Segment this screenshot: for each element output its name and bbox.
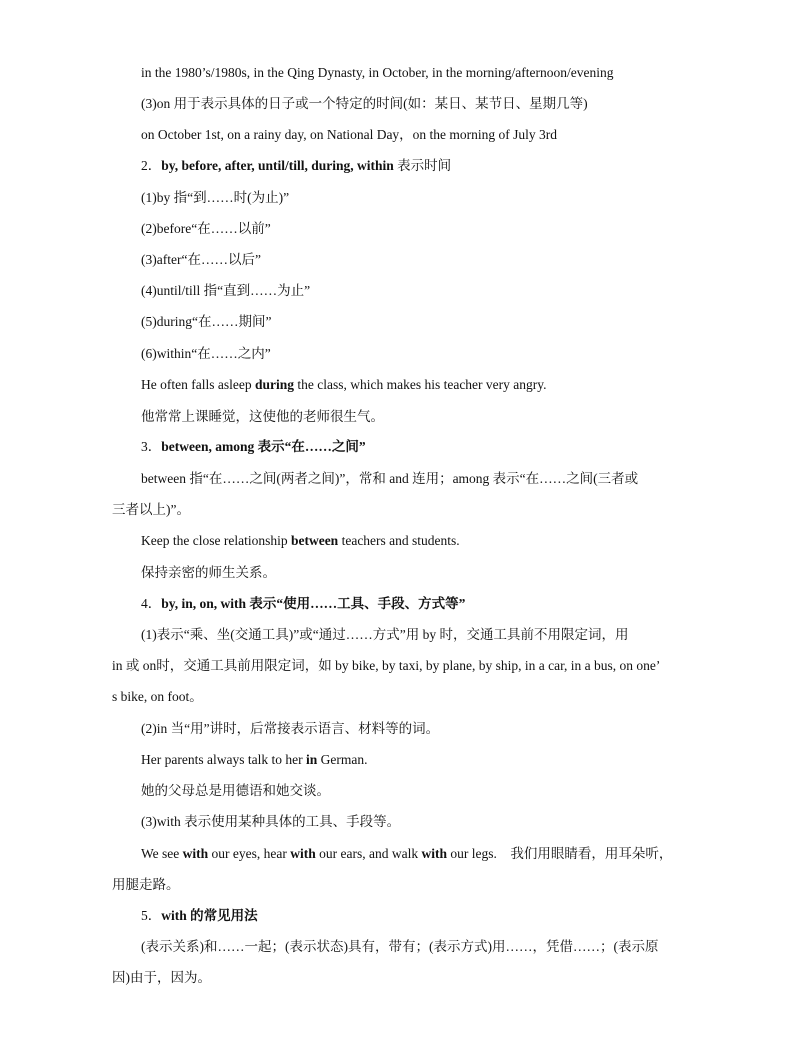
example-keyword: during [254,377,294,392]
text-line: s bike, on foot。 [112,689,203,704]
example-keyword: with [182,846,209,861]
heading-number: 3． [141,439,162,454]
example-text: our ears, and walk [315,846,422,861]
example-text: Keep the close relationship [141,533,291,548]
example-translation: 他常常上课睡觉，这使他的老师很生气。 [141,409,384,424]
heading-tail: 的常见用法 [186,908,258,923]
section-heading-4 [141,595,465,613]
section-heading-3 [141,438,366,456]
example-keyword: between [290,533,339,548]
text-line: (2)in 当“用”讲时，后常接表示语言、材料等的词。 [141,721,440,736]
example-translation: 用腿走路。 [112,877,180,892]
example-text: He often falls asleep [141,377,255,392]
text-line: (表示关系)和……一起；(表示状态)具有，带有；(表示方式)用……，凭借……；(表示原 [141,939,659,954]
example-text: our legs. 我们用眼睛看，用耳朵听， [447,846,673,861]
text-line: 三者以上)”。 [112,502,190,517]
heading-keywords: by, in, on, with [161,596,247,611]
text-line: (1)表示“乘、坐(交通工具)”或“通过……方式”用 by 时，交通工具前不用限定词，用 [141,627,629,642]
example-text: German. [317,752,368,767]
example-keyword: in [305,752,318,767]
heading-keywords: by, before, after, until/till, during, within [161,158,394,173]
text-line: in 或 on时，交通工具前用限定词，如 by bike, by taxi, by plane, by ship, in a car, in a bus, on one’ [112,658,661,673]
text-line: (4)until/till 指“直到……为止” [141,283,311,298]
example-keyword: with [290,846,316,861]
example-sentence [141,751,367,769]
text-line: (3)with 表示使用某种具体的工具、手段等。 [141,814,401,829]
example-sentence [141,376,547,394]
example-text: Her parents always talk to her [141,752,306,767]
example-translation: 保持亲密的师生关系。 [141,565,276,580]
text-line: between 指“在……之间(两者之间)”，常和 and 连用；among 表示“在……之间(三者或 [141,471,639,486]
example-text: our eyes, hear [208,846,291,861]
example-text: teachers and students. [338,533,460,548]
heading-number: 4． [141,596,162,611]
section-heading-2 [141,157,451,175]
heading-keywords: between, among [161,439,255,454]
section-heading-5 [141,907,258,925]
heading-tail: 表示“在……之间” [254,439,366,454]
text-line: (3)on 用于表示具体的日子或一个特定的时间(如：某日、某节日、星期几等) [141,96,588,111]
text-line: (5)during“在……期间” [141,314,272,329]
text-line: in the 1980’s/1980s, in the Qing Dynasty, in October, in the morning/afternoon/evening [141,65,614,80]
heading-tail: 表示时间 [393,158,452,173]
example-sentence [141,845,672,863]
example-text: the class, which makes his teacher very angry. [293,377,547,392]
example-sentence [141,532,460,550]
heading-keywords: with [161,908,187,923]
text-line: on October 1st, on a rainy day, on National Day，on the morning of July 3rd [141,127,558,142]
text-line: (3)after“在……以后” [141,252,261,267]
heading-tail: 表示“使用……工具、手段、方式等” [246,596,466,611]
heading-number: 2． [141,158,162,173]
text-line: 因)由于，因为。 [112,970,211,985]
heading-number: 5． [141,908,162,923]
text-line: (1)by 指“到……时(为止)” [141,190,290,205]
example-translation: 她的父母总是用德语和她交谈。 [141,783,330,798]
text-line: (2)before“在……以前” [141,221,271,236]
example-keyword: with [421,846,447,861]
example-text: We see [141,846,183,861]
text-line: (6)within“在……之内” [141,346,271,361]
